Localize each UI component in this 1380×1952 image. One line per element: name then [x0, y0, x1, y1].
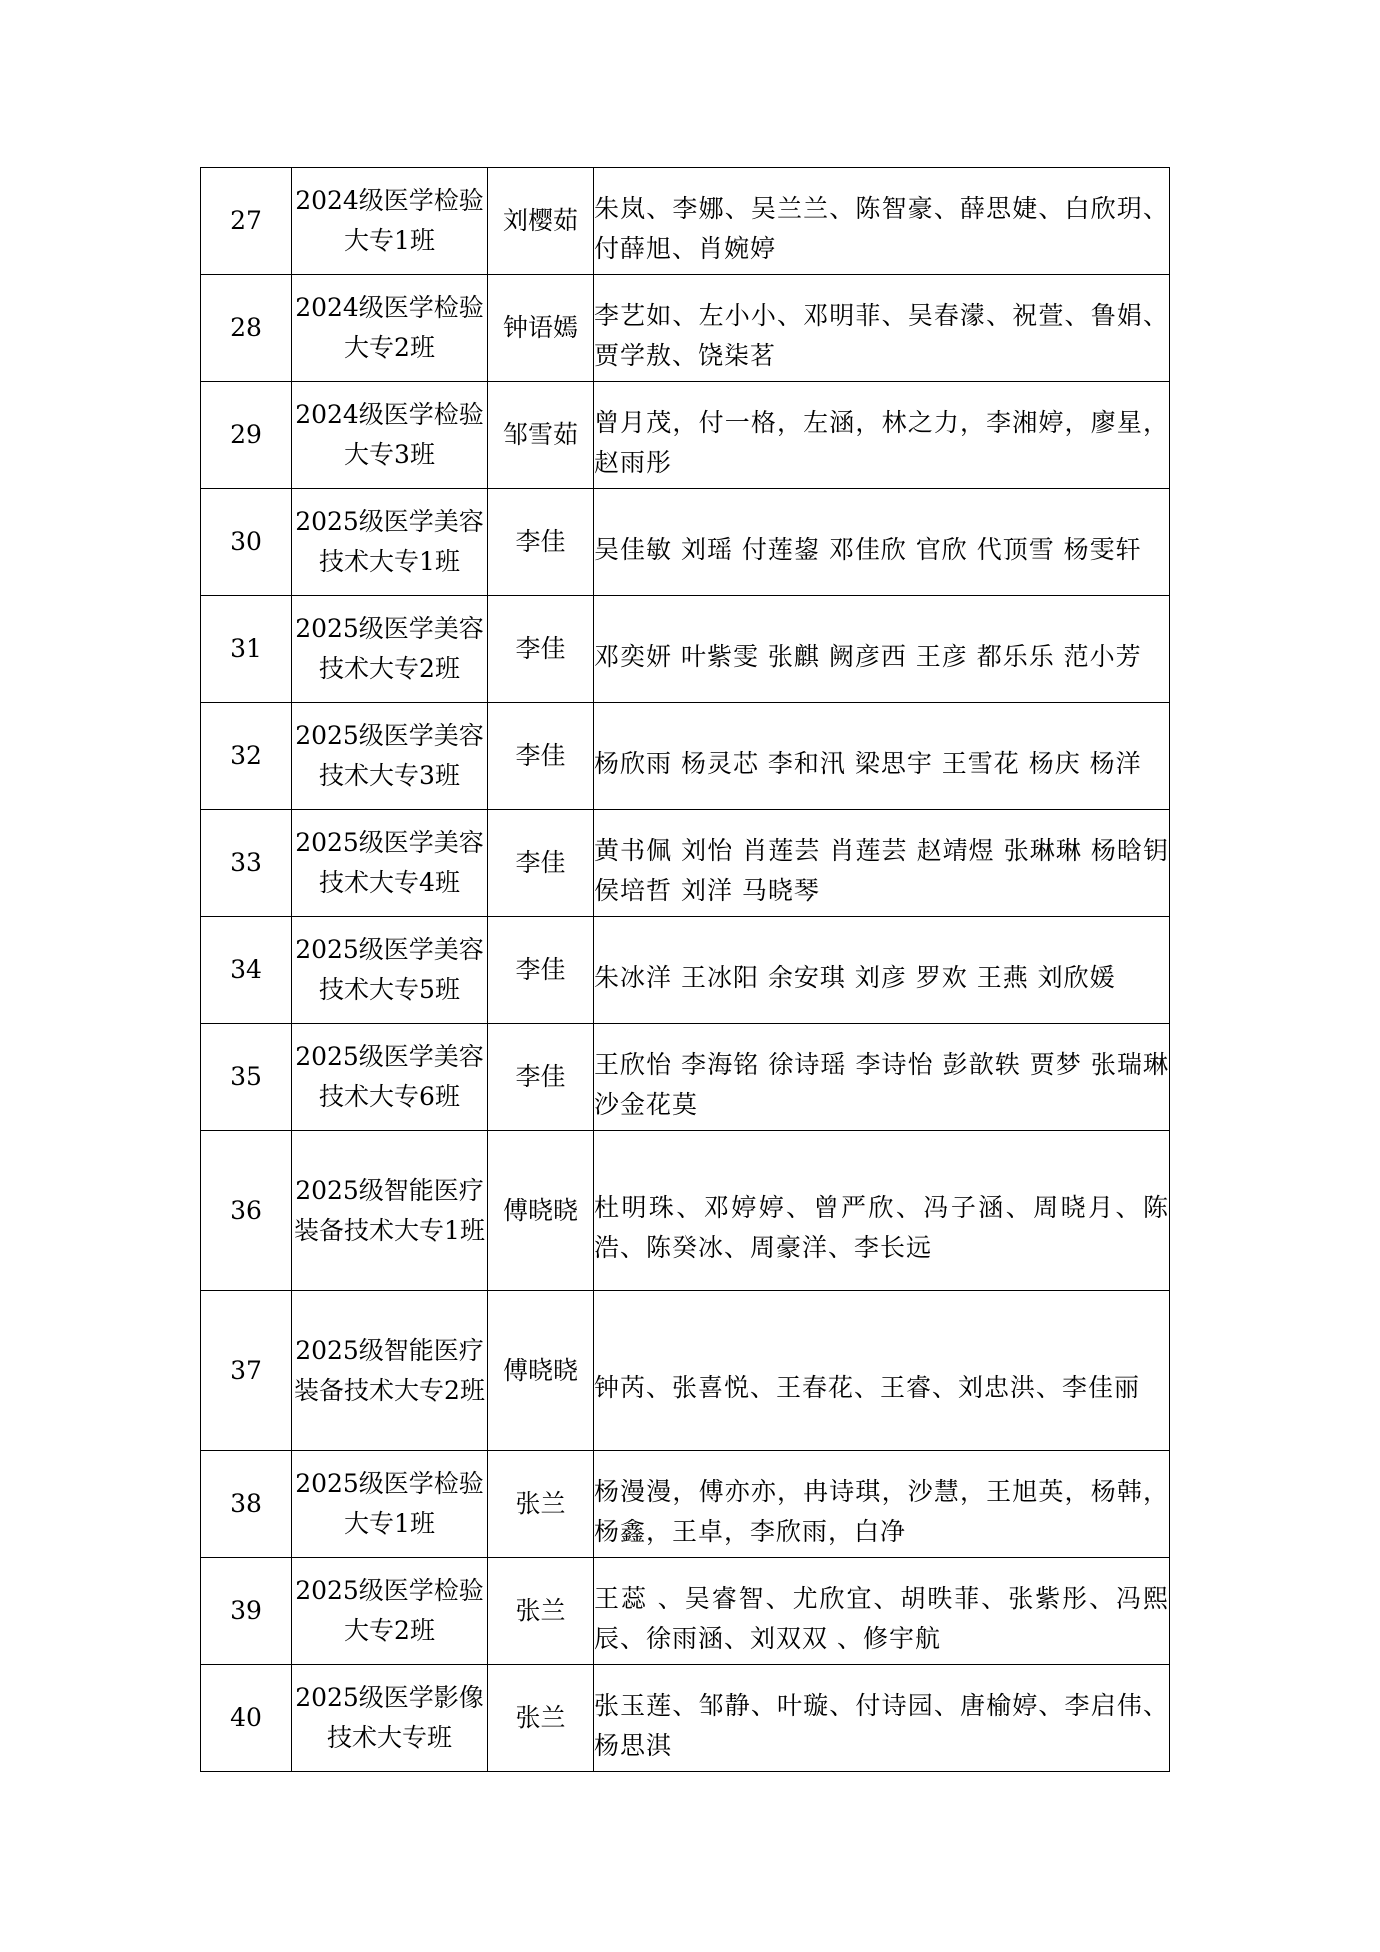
member-names: 王蕊 、吴睿智、尤欣宜、胡昳菲、张紫彤、冯熙辰、徐雨涵、刘双双 、修宇航 [594, 1584, 1169, 1653]
class-name: 2025级医学美容技术大专4班 [292, 810, 488, 917]
row-number: 31 [201, 596, 292, 703]
teacher-name: 李佳 [488, 703, 594, 810]
member-list [594, 168, 1170, 275]
class-name: 2025级医学美容技术大专2班 [292, 596, 488, 703]
teacher-name: 张兰 [488, 1558, 594, 1665]
class-name: 2025级智能医疗装备技术大专2班 [292, 1291, 488, 1451]
row-number: 37 [201, 1291, 292, 1451]
member-list [594, 489, 1170, 596]
class-name: 2025级智能医疗装备技术大专1班 [292, 1131, 488, 1291]
teacher-name: 张兰 [488, 1665, 594, 1772]
member-names: 李艺如、左小小、邓明菲、吴春濛、祝萱、鲁娟、贾学敖、饶柒茗 [594, 301, 1169, 370]
teacher-name: 李佳 [488, 917, 594, 1024]
row-number: 36 [201, 1131, 292, 1291]
member-list [594, 1451, 1170, 1558]
class-name: 2025级医学检验大专1班 [292, 1451, 488, 1558]
table-row [201, 1291, 1170, 1451]
teacher-name: 李佳 [488, 810, 594, 917]
table-row [201, 1131, 1170, 1291]
member-list [594, 1665, 1170, 1772]
member-names: 钟芮、张喜悦、王春花、王睿、刘忠洪、李佳丽 [594, 1372, 1141, 1402]
member-list [594, 810, 1170, 917]
member-names: 杨欣雨 杨灵芯 李和汛 梁思宇 王雪花 杨庆 杨洋 [594, 749, 1142, 778]
table-row [201, 275, 1170, 382]
table-row [201, 1024, 1170, 1131]
member-list [594, 596, 1170, 703]
member-list [594, 1024, 1170, 1131]
class-name: 2024级医学检验大专1班 [292, 168, 488, 275]
teacher-name: 傅晓晓 [488, 1291, 594, 1451]
class-name: 2025级医学美容技术大专6班 [292, 1024, 488, 1131]
member-list [594, 917, 1170, 1024]
member-list [594, 1558, 1170, 1665]
row-number: 32 [201, 703, 292, 810]
member-names: 曾月茂，付一格，左涵，林之力，李湘婷，廖星，赵雨彤 [594, 408, 1169, 477]
member-names: 张玉莲、邹静、叶璇、付诗园、唐榆婷、李启伟、杨思淇 [594, 1691, 1169, 1760]
teacher-name: 张兰 [488, 1451, 594, 1558]
member-list [594, 1291, 1170, 1451]
table-row [201, 489, 1170, 596]
member-names: 朱岚、李娜、吴兰兰、陈智豪、薛思婕、白欣玥、付薛旭、肖婉婷 [594, 194, 1169, 263]
class-roster-table [200, 167, 1170, 1772]
member-list [594, 275, 1170, 382]
table-row [201, 810, 1170, 917]
row-number: 27 [201, 168, 292, 275]
row-number: 40 [201, 1665, 292, 1772]
teacher-name: 钟语嫣 [488, 275, 594, 382]
row-number: 35 [201, 1024, 292, 1131]
table-row [201, 917, 1170, 1024]
row-number: 34 [201, 917, 292, 1024]
class-name: 2025级医学美容技术大专1班 [292, 489, 488, 596]
table-row [201, 703, 1170, 810]
row-number: 33 [201, 810, 292, 917]
member-names: 朱冰洋 王冰阳 余安琪 刘彦 罗欢 王燕 刘欣媛 [594, 963, 1116, 992]
member-list [594, 382, 1170, 489]
teacher-name: 李佳 [488, 596, 594, 703]
member-list [594, 703, 1170, 810]
table-row [201, 168, 1170, 275]
member-names: 杨漫漫，傅亦亦，冉诗琪，沙慧，王旭英，杨韩，杨鑫，王卓，李欣雨，白净 [594, 1477, 1169, 1546]
table-row [201, 1558, 1170, 1665]
table-row [201, 1665, 1170, 1772]
class-name: 2024级医学检验大专3班 [292, 382, 488, 489]
member-names: 邓奕妍 叶紫雯 张麒 阙彦西 王彦 都乐乐 范小芳 [594, 642, 1142, 671]
class-name: 2025级医学美容技术大专3班 [292, 703, 488, 810]
class-name: 2024级医学检验大专2班 [292, 275, 488, 382]
teacher-name: 邹雪茹 [488, 382, 594, 489]
table-row [201, 596, 1170, 703]
row-number: 29 [201, 382, 292, 489]
teacher-name: 李佳 [488, 489, 594, 596]
roster-body [201, 168, 1170, 1772]
member-names: 吴佳敏 刘瑶 付莲鋆 邓佳欣 官欣 代顶雪 杨雯轩 [594, 535, 1142, 564]
row-number: 28 [201, 275, 292, 382]
class-name: 2025级医学美容技术大专5班 [292, 917, 488, 1024]
row-number: 30 [201, 489, 292, 596]
teacher-name: 傅晓晓 [488, 1131, 594, 1291]
class-name: 2025级医学检验大专2班 [292, 1558, 488, 1665]
teacher-name: 刘樱茹 [488, 168, 594, 275]
teacher-name: 李佳 [488, 1024, 594, 1131]
member-list [594, 1131, 1170, 1291]
class-name: 2025级医学影像技术大专班 [292, 1665, 488, 1772]
table-row [201, 382, 1170, 489]
table-row [201, 1451, 1170, 1558]
row-number: 39 [201, 1558, 292, 1665]
member-names: 杜明珠、邓婷婷、曾严欣、冯子涵、周晓月、陈浩、陈癸冰、周豪洋、李长远 [594, 1192, 1169, 1262]
row-number: 38 [201, 1451, 292, 1558]
member-names: 王欣怡 李海铭 徐诗瑶 李诗怡 彭歆轶 贾梦 张瑞琳 沙金花莫 [594, 1050, 1169, 1119]
member-names: 黄书佩 刘怡 肖莲芸 肖莲芸 赵靖煜 张琳琳 杨晗钥 侯培哲 刘洋 马晓琴 [594, 836, 1169, 905]
